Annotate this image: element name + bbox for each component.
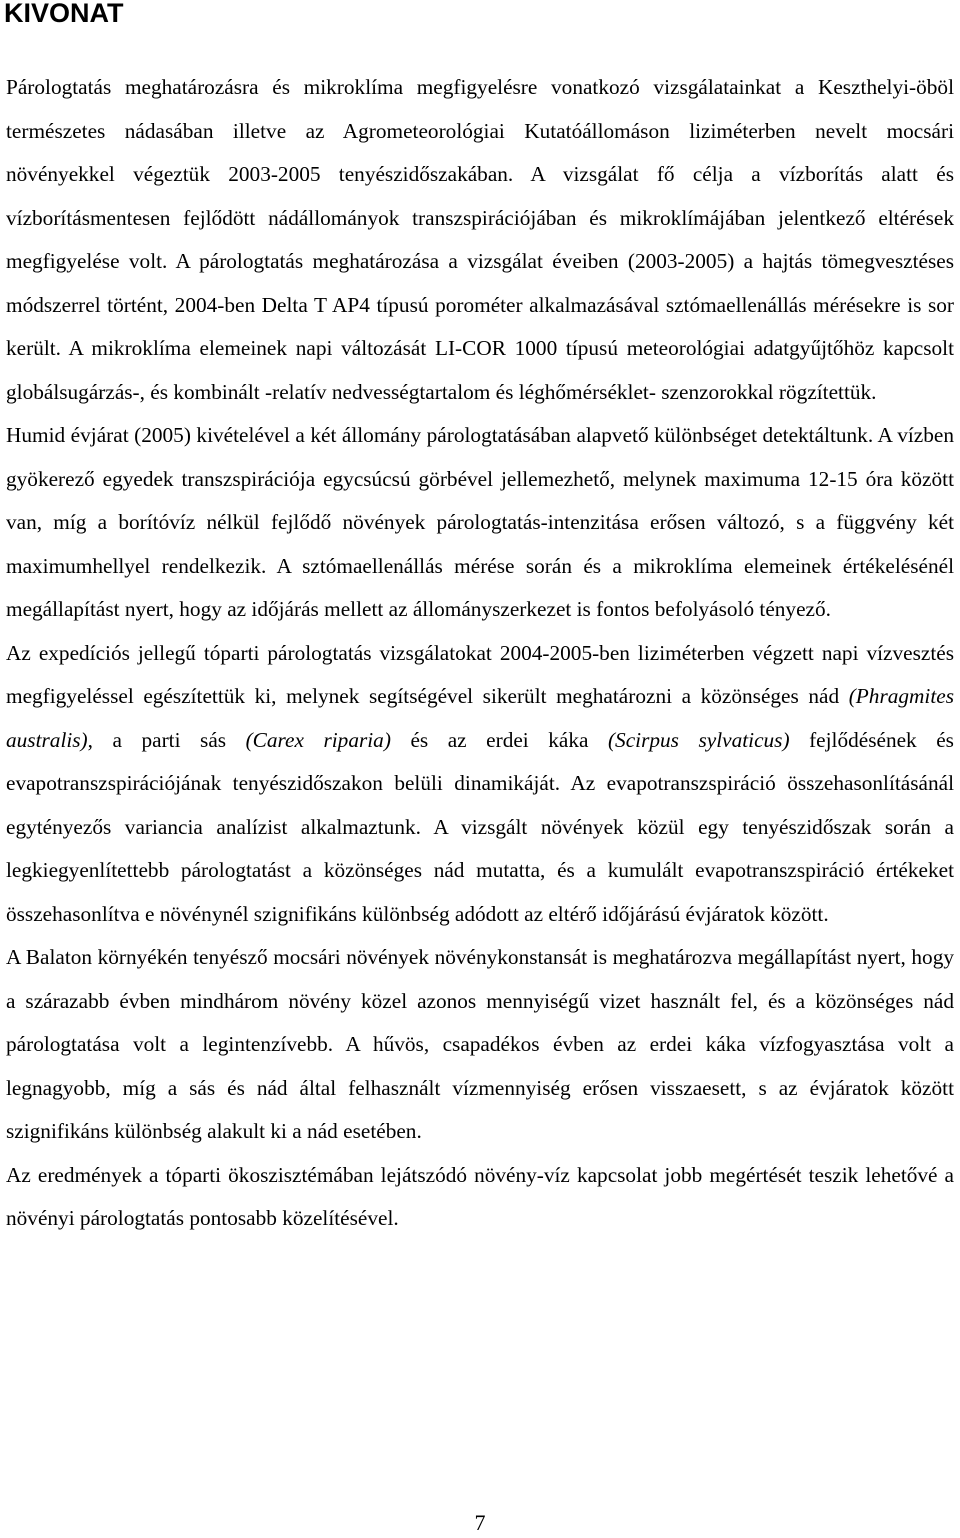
paragraph-4 <box>6 936 954 1154</box>
abstract-body <box>6 66 954 1241</box>
paragraph-4-run-1: A Balaton környékén tenyésző mocsári növények növénykonstansát is meghatározva megállapítást nyert, hogy a szárazabb évben mindhárom növény közel azonos mennyiségű vizet használt fel, és a közönséges nád párologtatása volt a legintenzívebb. A hűvös, csapadékos évben az erdei káka vízfogyasztása volt a legnagyobb, míg a sás és nád által felhasznált vízmennyiség erősen visszaesett, s az évjáratok között szignifikáns különbség alakult ki a nád esetében. <box>6 945 954 1143</box>
paragraph-5-run-1: Az eredmények a tóparti ökoszisztémában lejátszódó növény-víz kapcsolat jobb megértését teszik lehetővé a növényi párologtatás pontosabb közelítésével. <box>6 1162 954 1230</box>
paragraph-2 <box>6 414 954 632</box>
paragraph-3-run-3: , a parti sás <box>87 727 246 752</box>
paragraph-3-run-5: és az erdei káka <box>390 727 608 752</box>
paragraph-3 <box>6 632 954 937</box>
species-name-phragmites: (Phragmites australis) <box>6 684 954 752</box>
paragraph-2-run-1: Humid évjárat (2005) kivételével a két állomány párologtatásában alapvető különbséget detektáltunk. A vízben gyökerező egyedek transzspirációja egycsúcsú görbével jellemezhető, melynek maximuma 12-15 óra között van, míg a borítóvíz nélkül fejlődő növények párologtatás-intenzitása erősen változó, s a függvény két maximumhellyel rendelkezik. A sztómaellenállás mérése során és a mikroklíma elemeinek értékelésénél megállapítást nyert, hogy az időjárás mellett az állományszerkezet is fontos befolyásoló tényező. <box>6 423 954 621</box>
paragraph-1-run-1: Párologtatás meghatározásra és mikroklíma megfigyelésre vonatkozó vizsgálatainkat a Keszthelyi-öböl természetes nádasában illetve az Agrometeorológiai Kutatóállomáson liziméterben nevelt mocsári növényekkel végeztük 2003-2005 tenyészidőszakában. A vizsgálat fő célja a vízborítás alatt és vízborításmentesen fejlődött nádállományok transzspirációjában és mikroklímájában jelentkező eltérések megfigyelése volt. A párologtatás meghatározása a vizsgálat éveiben (2003-2005) a hajtás tömegvesztéses módszerrel történt, 2004-ben Delta T AP4 típusú porométer alkalmazásával sztómaellenállás mérésekre is sor került. A mikroklíma elemeinek napi változását LI-COR 1000 típusú meteorológiai adatgyűjtőhöz kapcsolt globálsugárzás-, és kombinált -relatív nedvességtartalom és léghőmérséklet- szenzorokkal rögzítettük. <box>6 75 954 404</box>
paragraph-3-run-1: Az expedíciós jellegű tóparti párologtatás vizsgálatokat 2004-2005-ben liziméterben végzett napi vízvesztés megfigyeléssel egészítettük ki, melynek segítségével sikerült meghatározni a közönséges nád <box>6 640 954 708</box>
paragraph-1 <box>6 66 954 414</box>
page-number: 7 <box>474 1510 486 1535</box>
page-heading: KIVONAT <box>4 0 124 28</box>
paragraph-3-run-7: fejlődésének és evapotranszspirációjának tenyészidőszakon belüli dinamikáját. Az evapotranszspiráció összehasonlításánál egytényezős variancia analízist alkalmaztunk. A vizsgált növények közül egy tenyészidőszak során a legkiegyenlítettebb párologtatást a közönséges nád mutatta, és a kumulált evapotranszspiráció értékeket összehasonlítva e növénynél szignifikáns különbség adódott az eltérő időjárású évjáratok között. <box>6 727 954 926</box>
paragraph-5 <box>6 1154 954 1241</box>
species-name-carex: (Carex riparia) <box>245 727 391 752</box>
species-name-scirpus: (Scirpus sylvaticus) <box>607 727 790 752</box>
